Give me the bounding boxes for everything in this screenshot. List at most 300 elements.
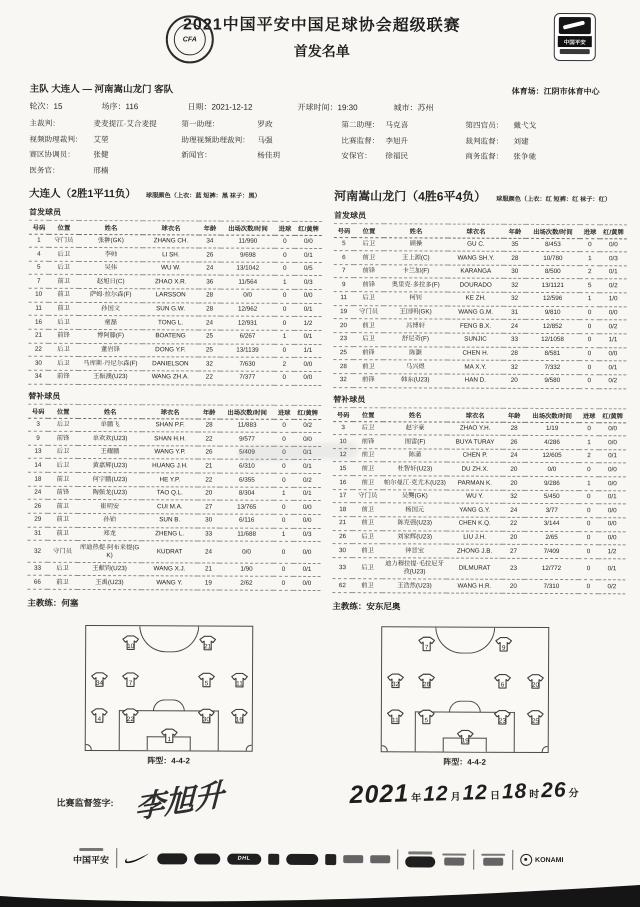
player-row bbox=[333, 435, 626, 450]
player-age: 22 bbox=[198, 473, 220, 487]
player-age: 21 bbox=[198, 459, 220, 473]
player-jersey-name: KUDRAT bbox=[142, 541, 198, 563]
shirt-icon bbox=[122, 672, 139, 687]
divider bbox=[512, 850, 513, 870]
date-unit: 日 bbox=[489, 790, 501, 802]
player-goals: 0 bbox=[579, 375, 599, 389]
player-row bbox=[29, 261, 322, 276]
away-subs-label: 替补球员 bbox=[333, 394, 366, 404]
player-apps: 8/581 bbox=[525, 347, 579, 361]
official-label: 裁判监督： bbox=[465, 136, 504, 146]
player-name: 王上源(C) bbox=[384, 251, 448, 265]
player-position: 后卫 bbox=[353, 530, 383, 544]
player-jersey-name: CHEN P. bbox=[447, 449, 503, 463]
shirt-number: 30 bbox=[202, 716, 210, 724]
player-row bbox=[28, 500, 321, 515]
shirt-number: 19 bbox=[461, 737, 469, 745]
player-number: 14 bbox=[28, 459, 48, 473]
konami-ball-icon bbox=[520, 854, 532, 866]
coach-label: 主教练： bbox=[332, 601, 367, 612]
handwritten-date bbox=[349, 774, 581, 810]
player-apps: 6/267 bbox=[220, 330, 274, 344]
corner-arc bbox=[542, 746, 550, 753]
player-goals: 0 bbox=[579, 545, 599, 559]
officials-grid bbox=[29, 118, 613, 178]
player-age: 19 bbox=[197, 576, 219, 590]
official-label: 比赛监督： bbox=[341, 135, 380, 145]
official-field bbox=[465, 120, 613, 132]
date-month: 12 bbox=[422, 782, 449, 807]
player-cards: 0/1 bbox=[294, 460, 321, 474]
column-header: 红/黄牌 bbox=[294, 405, 321, 419]
player-name: 卡兰加(F) bbox=[384, 265, 448, 279]
player-jersey-name: ZHAO X.R. bbox=[143, 275, 199, 289]
player-number: 5 bbox=[334, 237, 354, 251]
coach-name: 安东尼奥 bbox=[366, 601, 401, 612]
sponsor-group bbox=[442, 853, 466, 866]
official-name: 徐福民 bbox=[385, 151, 409, 161]
player-jersey-name: SHAN H.H. bbox=[142, 432, 198, 446]
player-number: 3 bbox=[28, 418, 48, 432]
column-header: 出场次数/时间 bbox=[220, 405, 274, 419]
player-jersey-name: GU C. bbox=[448, 238, 504, 252]
player-position: 前卫 bbox=[353, 544, 383, 558]
sponsor-group-label bbox=[79, 848, 103, 851]
match-meta-row bbox=[29, 101, 613, 115]
player-position: 后卫 bbox=[49, 316, 79, 330]
official-name: 张争驰 bbox=[513, 151, 537, 161]
nike-swoosh-icon bbox=[124, 852, 150, 864]
player-row bbox=[333, 462, 626, 477]
sheet-title: 首发名单 bbox=[293, 42, 350, 60]
sponsor-logo bbox=[157, 853, 187, 864]
player-cards: 0/0 bbox=[600, 238, 627, 252]
official-field bbox=[181, 134, 341, 146]
official-name: 邢楠 bbox=[93, 165, 109, 175]
meta-label: 日期： bbox=[187, 102, 212, 112]
player-jersey-name: MA X.Y. bbox=[447, 360, 503, 374]
player-number: 10 bbox=[29, 288, 49, 302]
player-jersey-name: DONG Y.F. bbox=[142, 343, 198, 357]
player-cards: 0/0 bbox=[599, 347, 626, 361]
sponsor-group-label bbox=[442, 853, 466, 856]
player-row bbox=[27, 562, 320, 577]
player-jersey-name: HUANG J.H. bbox=[142, 459, 198, 473]
player-age: 25 bbox=[198, 344, 220, 358]
player-goals: 0 bbox=[274, 460, 294, 474]
player-goals: 1 bbox=[275, 276, 295, 290]
shirt-icon bbox=[418, 710, 435, 725]
player-row bbox=[334, 278, 627, 293]
player-age: 22 bbox=[503, 517, 525, 531]
home-formation-label: 阵型：4-4-2 bbox=[147, 756, 191, 766]
away-formation bbox=[381, 626, 550, 768]
player-number: 26 bbox=[333, 530, 353, 544]
away-coach-line bbox=[332, 600, 625, 613]
shirt-number: 21 bbox=[204, 643, 212, 651]
column-header: 位置 bbox=[48, 404, 78, 418]
player-jersey-name: BUYA TURAY bbox=[447, 435, 503, 449]
player-age: 24 bbox=[503, 504, 525, 518]
player-row bbox=[334, 305, 627, 320]
player-apps: 7/409 bbox=[525, 545, 579, 559]
shirt-number: 28 bbox=[422, 681, 431, 689]
player-apps: 13/1042 bbox=[221, 262, 275, 276]
player-number: 25 bbox=[333, 346, 353, 360]
player-position: 后卫 bbox=[354, 237, 384, 251]
home-coach-line bbox=[27, 597, 320, 610]
player-name: 王禹(U23) bbox=[77, 576, 141, 590]
match-meta-field bbox=[29, 101, 101, 112]
column-header: 年龄 bbox=[199, 220, 221, 234]
player-row bbox=[28, 418, 321, 433]
player-row bbox=[333, 476, 626, 491]
player-row bbox=[333, 503, 626, 518]
shirt-number: 10 bbox=[127, 643, 135, 651]
date-unit: 时 bbox=[529, 789, 540, 801]
player-goals: 1 bbox=[274, 528, 294, 542]
shirt-number: 11 bbox=[392, 717, 399, 725]
home-kit-colors: 球服颜色（上衣：蓝 短裤：黑 袜子：黑） bbox=[145, 191, 261, 200]
player-goals: 0 bbox=[579, 361, 599, 375]
sponsor-logo bbox=[268, 853, 279, 864]
player-apps: 11/883 bbox=[220, 419, 274, 433]
shirt-number: 11 bbox=[236, 680, 243, 688]
player-cards: 0/1 bbox=[599, 450, 626, 464]
column-header: 红/黄牌 bbox=[600, 224, 627, 238]
player-row bbox=[334, 251, 627, 266]
column-header: 年龄 bbox=[504, 224, 526, 238]
player-age: 20 bbox=[503, 374, 525, 388]
match-info bbox=[29, 81, 613, 178]
player-apps: 9/286 bbox=[525, 477, 579, 491]
shirt-number: 32 bbox=[391, 681, 400, 689]
player-jersey-name: CUI M.A. bbox=[142, 500, 198, 514]
player-position: 后卫 bbox=[49, 261, 79, 275]
player-goals: 0 bbox=[274, 371, 294, 385]
teams-line: 主队 大连人 — 河南嵩山龙门 客队 bbox=[29, 83, 174, 96]
player-number: 34 bbox=[28, 370, 48, 384]
player-number: 29 bbox=[28, 513, 48, 527]
sponsor-group-label bbox=[481, 854, 505, 857]
player-position: 前锋 bbox=[353, 374, 383, 388]
player-row bbox=[29, 234, 322, 249]
home-starters-table bbox=[28, 219, 322, 385]
player-goals: 1 bbox=[580, 293, 600, 307]
player-jersey-name: PARMAN K. bbox=[447, 476, 503, 490]
player-number: 16 bbox=[333, 476, 353, 490]
player-goals: 0 bbox=[275, 289, 295, 303]
shirt-icon bbox=[198, 673, 215, 688]
column-header: 出场次数/时间 bbox=[221, 221, 275, 235]
player-age: 32 bbox=[504, 279, 526, 293]
player-name: 陈灏 bbox=[383, 346, 447, 360]
player-position: 前锋 bbox=[48, 486, 78, 500]
player-name: 库迪热提·阿布来提(GK) bbox=[78, 541, 142, 563]
player-goals: 0 bbox=[274, 542, 294, 564]
player-row bbox=[333, 544, 626, 559]
player-cards: 0/1 bbox=[294, 446, 321, 460]
player-apps: 8/304 bbox=[220, 487, 274, 501]
column-header: 球衣名 bbox=[447, 408, 503, 422]
player-goals: 0 bbox=[274, 432, 294, 446]
official-label: 视频助理裁判： bbox=[29, 134, 83, 144]
midfield-row bbox=[86, 672, 252, 688]
official-name: 马强 bbox=[257, 135, 273, 145]
player-age: 30 bbox=[504, 265, 526, 279]
player-age: 28 bbox=[503, 422, 525, 436]
meta-label: 场序： bbox=[101, 102, 126, 112]
sponsor-logo bbox=[370, 855, 390, 863]
player-row bbox=[28, 472, 321, 487]
player-apps: 3/144 bbox=[525, 517, 579, 531]
player-age: 27 bbox=[503, 545, 525, 559]
shirt-icon bbox=[418, 637, 435, 652]
player-age: 24 bbox=[198, 541, 220, 563]
player-position: 前锋 bbox=[353, 346, 383, 360]
player-name: 王耀鹏 bbox=[78, 445, 142, 459]
player-name: 刘家辉(U23) bbox=[383, 530, 447, 544]
konami-logo: KONAMI bbox=[535, 856, 564, 864]
away-starters-label: 首发球员 bbox=[334, 210, 367, 220]
goalkeeper-row bbox=[382, 729, 548, 745]
player-cards: 1/1 bbox=[599, 334, 626, 348]
official-name: 罗政 bbox=[257, 119, 273, 129]
column-header: 进球 bbox=[275, 221, 295, 235]
player-age: 20 bbox=[502, 580, 524, 594]
player-age: 20 bbox=[503, 476, 525, 490]
official-label: 商务监督： bbox=[465, 151, 504, 161]
home-starters-label: 首发球员 bbox=[29, 207, 62, 217]
player-jersey-name: CHEN K.Q. bbox=[447, 517, 503, 531]
player-name: 单鹏飞 bbox=[78, 418, 142, 432]
player-cards: 0/0 bbox=[599, 477, 626, 491]
player-number: 6 bbox=[334, 251, 354, 265]
player-cards: 0/2 bbox=[600, 320, 627, 334]
player-jersey-name: SHAN P.F. bbox=[142, 418, 198, 432]
player-number: 21 bbox=[28, 329, 48, 343]
column-header: 号码 bbox=[333, 407, 353, 421]
player-number: 23 bbox=[333, 333, 353, 347]
player-name: 王献钧(U23) bbox=[77, 562, 141, 576]
shirt-icon bbox=[91, 708, 108, 723]
player-apps: 6/310 bbox=[220, 460, 274, 474]
player-number: 24 bbox=[28, 486, 48, 500]
shirt-icon bbox=[495, 637, 512, 652]
player-number: 26 bbox=[28, 500, 48, 514]
player-age: 26 bbox=[198, 446, 220, 460]
meta-value: 15 bbox=[53, 101, 63, 111]
player-row bbox=[28, 513, 321, 528]
player-age: 20 bbox=[198, 487, 220, 501]
player-cards: 0/3 bbox=[294, 528, 321, 542]
player-cards: 0/1 bbox=[600, 266, 627, 280]
player-name: 顾操 bbox=[384, 237, 448, 251]
player-number: 9 bbox=[334, 278, 354, 292]
player-jersey-name: CHEN H. bbox=[447, 347, 503, 361]
column-header: 位置 bbox=[353, 407, 383, 421]
official-label: 安保官： bbox=[341, 151, 372, 161]
official-name: 麦麦提江·艾合麦提 bbox=[93, 119, 157, 129]
player-number: 10 bbox=[333, 435, 353, 449]
player-number: 19 bbox=[334, 305, 354, 319]
shirt-icon bbox=[418, 674, 435, 689]
column-header: 进球 bbox=[274, 405, 294, 419]
player-goals: 2 bbox=[579, 449, 599, 463]
player-apps: 7/332 bbox=[525, 361, 579, 375]
sponsor-logo bbox=[483, 858, 503, 866]
player-goals: 0 bbox=[275, 248, 295, 262]
player-position: 后卫 bbox=[352, 558, 382, 580]
player-age: 28 bbox=[199, 289, 221, 303]
player-row bbox=[333, 373, 626, 388]
player-age: 23 bbox=[502, 558, 524, 580]
player-number: 16 bbox=[29, 316, 49, 330]
shirt-number: 9 bbox=[501, 644, 506, 652]
player-number: 7 bbox=[29, 275, 49, 289]
column-header: 红/黄牌 bbox=[295, 221, 322, 235]
player-cards: 0/1 bbox=[295, 249, 322, 263]
shirt-number: 4 bbox=[97, 715, 102, 723]
player-row bbox=[29, 316, 322, 331]
sponsor-pingan bbox=[73, 848, 109, 868]
shirt-number: 5 bbox=[424, 717, 429, 725]
player-name: 赵宇豪 bbox=[383, 421, 447, 435]
player-position: 前卫 bbox=[353, 462, 383, 476]
player-row bbox=[334, 264, 627, 279]
supervisor-signature-label: 比赛监督签字: bbox=[56, 797, 114, 809]
player-name: 马兴煜 bbox=[383, 360, 447, 374]
player-goals: 0 bbox=[273, 577, 293, 591]
player-goals: 1 bbox=[274, 330, 294, 344]
player-age: 26 bbox=[503, 435, 525, 449]
player-age: 24 bbox=[504, 320, 526, 334]
player-age: 24 bbox=[199, 316, 221, 330]
player-position: 前卫 bbox=[353, 476, 383, 490]
player-apps: 12/605 bbox=[525, 449, 579, 463]
match-meta-field bbox=[101, 101, 187, 112]
player-age: 32 bbox=[503, 490, 525, 504]
date-year: 2021 bbox=[349, 779, 410, 810]
player-number: 1 bbox=[29, 234, 49, 248]
player-cards: 0/0 bbox=[295, 235, 322, 249]
meta-value: 19:30 bbox=[337, 103, 358, 113]
player-position: 前卫 bbox=[48, 527, 78, 541]
home-pitch-diagram bbox=[85, 625, 254, 752]
player-jersey-name: WANG G.M. bbox=[448, 306, 504, 320]
official-name: 刘建 bbox=[513, 136, 529, 146]
player-position: 前卫 bbox=[48, 513, 78, 527]
player-row bbox=[332, 579, 625, 594]
player-number: 3 bbox=[333, 421, 353, 435]
player-age: 35 bbox=[504, 238, 526, 252]
player-row bbox=[334, 292, 627, 307]
player-jersey-name: DANIELSON bbox=[142, 357, 198, 371]
official-name: 马克喜 bbox=[385, 120, 409, 130]
player-apps: 12/931 bbox=[221, 316, 275, 330]
player-jersey-name: FENG B.X. bbox=[448, 319, 504, 333]
coach-label: 主教练： bbox=[27, 597, 62, 608]
player-jersey-name: HE Y.P. bbox=[142, 473, 198, 487]
player-position: 前卫 bbox=[353, 360, 383, 374]
match-meta-field bbox=[297, 102, 393, 113]
player-number: 28 bbox=[333, 360, 353, 374]
player-goals: 1 bbox=[274, 487, 294, 501]
player-position: 前卫 bbox=[48, 472, 78, 486]
away-team-section bbox=[332, 187, 627, 614]
shirt-icon bbox=[494, 674, 511, 689]
official-label: 主裁判： bbox=[29, 118, 60, 128]
player-cards: 0/0 bbox=[294, 542, 321, 564]
player-cards: 0/0 bbox=[599, 518, 626, 532]
roster-header-row bbox=[333, 407, 626, 422]
official-field bbox=[341, 119, 465, 131]
player-number: 17 bbox=[333, 489, 353, 503]
divider bbox=[473, 850, 474, 870]
player-name: 萨姆·拉尔森(F) bbox=[79, 289, 143, 303]
player-position: 前卫 bbox=[354, 251, 384, 265]
player-name: 杨国元 bbox=[383, 503, 447, 517]
sponsor-group bbox=[481, 854, 505, 867]
date-day: 12 bbox=[462, 781, 489, 805]
player-position: 前锋 bbox=[48, 329, 78, 343]
player-goals: 5 bbox=[580, 279, 600, 293]
player-age: 32 bbox=[198, 357, 220, 371]
player-jersey-name: WU W. bbox=[143, 262, 199, 276]
player-apps: 3/77 bbox=[525, 504, 579, 518]
player-position: 前卫 bbox=[353, 503, 383, 517]
sponsor-dhl-logo: DHL bbox=[227, 853, 261, 864]
player-apps: 13/765 bbox=[220, 500, 274, 514]
shirt-number: 16 bbox=[235, 716, 243, 724]
player-name: 陈蒲 bbox=[383, 449, 447, 463]
player-number: 18 bbox=[28, 472, 48, 486]
official-name: 杨佳玥 bbox=[257, 150, 281, 160]
column-header: 号码 bbox=[29, 220, 49, 234]
player-jersey-name: WU Y. bbox=[447, 490, 503, 504]
shirt-icon bbox=[387, 709, 404, 724]
away-kit-colors: 球服颜色（上衣：红 短裤：红 袜子：红） bbox=[496, 195, 611, 203]
player-cards: 0/2 bbox=[600, 279, 627, 293]
player-row bbox=[28, 329, 321, 344]
defense-row bbox=[382, 709, 548, 725]
away-subs-table bbox=[332, 407, 626, 595]
shirt-icon bbox=[198, 709, 215, 724]
sponsor-konami bbox=[520, 854, 563, 866]
player-goals: 0 bbox=[275, 303, 295, 317]
player-position: 守门员 bbox=[49, 234, 79, 248]
player-apps: 12/596 bbox=[526, 292, 580, 306]
player-cards: 0/0 bbox=[294, 501, 321, 515]
player-apps: 7/310 bbox=[524, 580, 578, 594]
player-cards: 1/2 bbox=[295, 317, 322, 331]
away-pitch-diagram bbox=[381, 626, 550, 753]
forward-row bbox=[86, 635, 252, 651]
player-apps: 7/377 bbox=[220, 371, 274, 385]
shirt-icon bbox=[387, 673, 404, 688]
corner-arc bbox=[85, 744, 92, 752]
player-apps: 8/500 bbox=[526, 265, 580, 279]
sponsor-group bbox=[405, 852, 435, 868]
player-cards: 0/0 bbox=[295, 289, 322, 303]
player-name: 冯博轩 bbox=[384, 319, 448, 333]
player-name: 王浩然(U23) bbox=[382, 579, 446, 593]
player-jersey-name: ZHONG J.B. bbox=[447, 544, 503, 558]
player-goals: 0 bbox=[274, 446, 294, 460]
player-row bbox=[333, 333, 626, 348]
away-starters-table bbox=[333, 223, 627, 389]
official-field bbox=[341, 150, 465, 162]
